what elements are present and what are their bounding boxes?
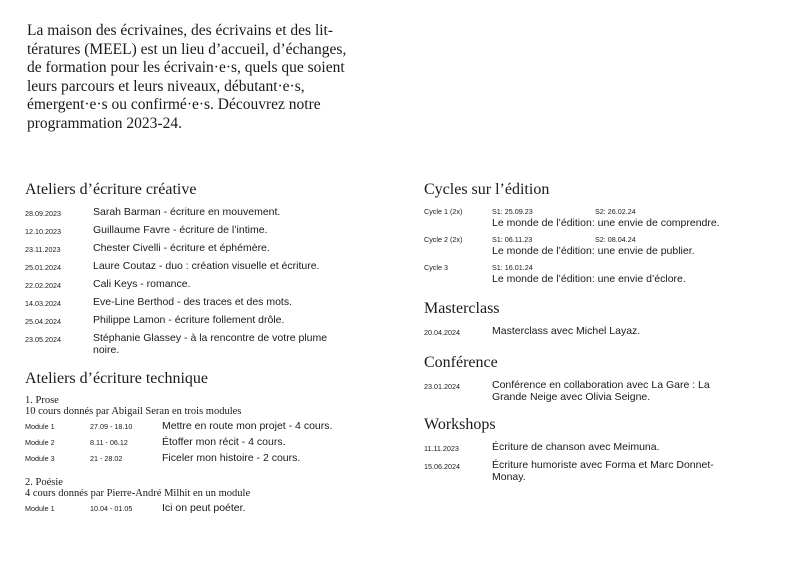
cycle-label: Cycle 1 (2x) — [424, 207, 463, 216]
list-item — [25, 278, 395, 292]
item-date: 25.01.2024 — [25, 263, 61, 272]
item-date: 23.05.2024 — [25, 335, 61, 344]
list-item — [25, 206, 395, 220]
module-title: Mettre en route mon projet - 4 cours. — [162, 420, 333, 432]
prose-title: 1. Prose — [25, 395, 59, 406]
module-row — [25, 436, 395, 449]
session-2-date: S2: 08.04.24 — [595, 235, 636, 244]
cycle-title: Le monde de l’édition: une envie de publier. — [492, 245, 695, 257]
module-row — [25, 452, 395, 465]
item-title: Écriture humoriste avec Forma et Marc Donnet-Monay. — [492, 459, 714, 483]
item-date: 12.10.2023 — [25, 227, 61, 236]
item-title: Eve-Line Berthod - des traces et des mots. — [93, 296, 293, 308]
item-date: 14.03.2024 — [25, 299, 61, 308]
item-title: Stéphanie Glassey - à la rencontre de votre plume noire. — [93, 332, 328, 356]
prose-section — [25, 395, 395, 465]
item-date: 23.01.2024 — [424, 382, 460, 391]
list-item — [25, 242, 395, 256]
creative-workshops-list — [25, 206, 395, 356]
module-title: Ici on peut poéter. — [162, 502, 246, 514]
item-title: Conférence en collaboration avec La Gare : La Grande Neige avec Olivia Seigne. — [492, 379, 710, 403]
cycles-list — [424, 205, 784, 285]
left-column — [25, 180, 395, 515]
session-2-date: S2: 26.02.24 — [595, 207, 636, 216]
module-title: Ficeler mon histoire - 2 cours. — [162, 452, 301, 464]
item-date: 23.11.2023 — [25, 245, 61, 254]
cycle-title: Le monde de l’édition: une envie d’éclore. — [492, 273, 686, 285]
masterclass-heading: Masterclass — [424, 300, 500, 317]
list-item — [424, 441, 784, 455]
item-title: Cali Keys - romance. — [93, 278, 191, 290]
conference-heading: Conférence — [424, 354, 498, 371]
module-dates: 27.09 - 18.10 — [90, 422, 133, 431]
item-date: 20.04.2024 — [424, 328, 460, 337]
list-item — [25, 224, 395, 238]
module-dates: 21 - 28.02 — [90, 454, 123, 463]
workshops-heading: Workshops — [424, 416, 496, 433]
item-title: Guillaume Favre - écriture de l’intime. — [93, 224, 268, 236]
item-title: Écriture de chanson avec Meimuna. — [492, 441, 660, 453]
item-date: 22.02.2024 — [25, 281, 61, 290]
module-title: Étoffer mon récit - 4 cours. — [162, 436, 286, 448]
session-1-date: S1: 06.11.23 — [492, 235, 533, 244]
cycles-heading: Cycles sur l’édition — [424, 181, 550, 198]
poesie-section — [25, 477, 395, 515]
item-date: 15.06.2024 — [424, 462, 460, 471]
cycle-label: Cycle 3 — [424, 263, 448, 272]
module-label: Module 3 — [25, 454, 55, 463]
module-row — [25, 502, 395, 515]
module-label: Module 1 — [25, 504, 55, 513]
intro-paragraph: La maison des écrivaines, des écrivains et des lit- tératures (MEEL) est un lieu d’accueil, d’échanges, de formation pour les écrivain·e·s, quels que soient leurs parcours et leurs niveaux, débutant·e·s, émergent·e·s ou confirmé·e·s. Découvrez notre programmation 2023-24. — [27, 22, 347, 132]
session-1-date: S1: 16.01.24 — [492, 263, 533, 272]
module-label: Module 1 — [25, 422, 55, 431]
technical-workshops-heading: Ateliers d’écriture technique — [25, 370, 209, 387]
item-date: 11.11.2023 — [424, 444, 459, 453]
poesie-subtitle: 4 cours donnés par Pierre-André Milhit en un module — [25, 488, 251, 499]
list-item — [424, 379, 784, 403]
creative-workshops-heading: Ateliers d’écriture créative — [25, 181, 197, 198]
item-title: Sarah Barman - écriture en mouvement. — [93, 206, 281, 218]
item-date: 28.09.2023 — [25, 209, 61, 218]
item-date: 25.04.2024 — [25, 317, 61, 326]
session-1-date: S1: 25.09.23 — [492, 207, 533, 216]
prose-subtitle: 10 cours donnés par Abigail Seran en trois modules — [25, 406, 242, 417]
module-dates: 10.04 - 01.05 — [90, 504, 133, 513]
list-item — [424, 325, 784, 339]
cycle-item — [424, 233, 784, 257]
item-title: Chester Civelli - écriture et éphémère. — [93, 242, 270, 254]
list-item — [25, 314, 395, 328]
cycle-label: Cycle 2 (2x) — [424, 235, 463, 244]
cycle-item — [424, 205, 784, 229]
poesie-title: 2. Poésie — [25, 477, 63, 488]
item-title: Philippe Lamon - écriture follement drôle. — [93, 314, 285, 326]
cycle-item — [424, 261, 784, 285]
item-title: Masterclass avec Michel Layaz. — [492, 325, 641, 337]
list-item — [25, 296, 395, 310]
module-row — [25, 420, 395, 433]
list-item — [424, 459, 784, 483]
list-item — [25, 332, 395, 356]
module-label: Module 2 — [25, 438, 55, 447]
module-dates: 8.11 - 06.12 — [90, 438, 128, 447]
item-title: Laure Coutaz - duo : création visuelle et écriture. — [93, 260, 320, 272]
list-item — [25, 260, 395, 274]
right-column — [424, 180, 784, 483]
cycle-title: Le monde de l’édition: une envie de comprendre. — [492, 217, 720, 229]
